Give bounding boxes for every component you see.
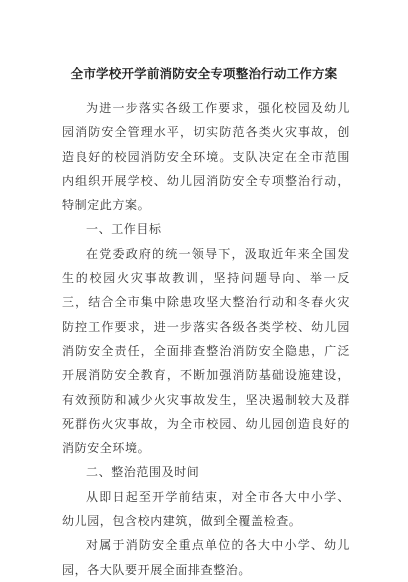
scope-paragraph: 从即日起至开学前结束，对全市各大中小学、幼儿园，包含校内建筑，做到全覆盖检查。 [62, 489, 350, 529]
section-heading-scope: 二、整治范围及时间 [86, 465, 200, 480]
goals-paragraph: 在党委政府的统一领导下，汲取近年来全国发生的校园火灾事故教训，坚持问题导向、举一反三，结合全市集中除患攻坚大整治行动和冬春火灾防控工作要求，进一步落实各级各类学校、幼儿园消防安全责任，全面排查整治消防安全隐患，广泛开展消防安全教育，不断加强消防基础设施建设，有效预防和减少火灾事故发生，坚决遏制较大及群死群伤火灾事故，为全市校园、幼儿园创造良好的消防安全环境。 [62, 246, 350, 456]
intro-paragraph: 为进一步落实各级工作要求，强化校园及幼儿园消防安全管理水平，切实防范各类火灾事故，创造良好的校园消防安全环境。支队决定在全市范围内组织开展学校、幼儿园消防安全专项整治行动，特制定此方案。 [62, 101, 350, 213]
document-body [62, 96, 350, 582]
section-heading-goals: 一、工作目标 [86, 222, 162, 237]
scope-detail-paragraph: 对属于消防安全重点单位的各大中小学、幼儿园，各大队要开展全面排查整治。 [62, 538, 350, 577]
document-title: 全市学校开学前消防安全专项整治行动工作方案 [70, 66, 338, 81]
